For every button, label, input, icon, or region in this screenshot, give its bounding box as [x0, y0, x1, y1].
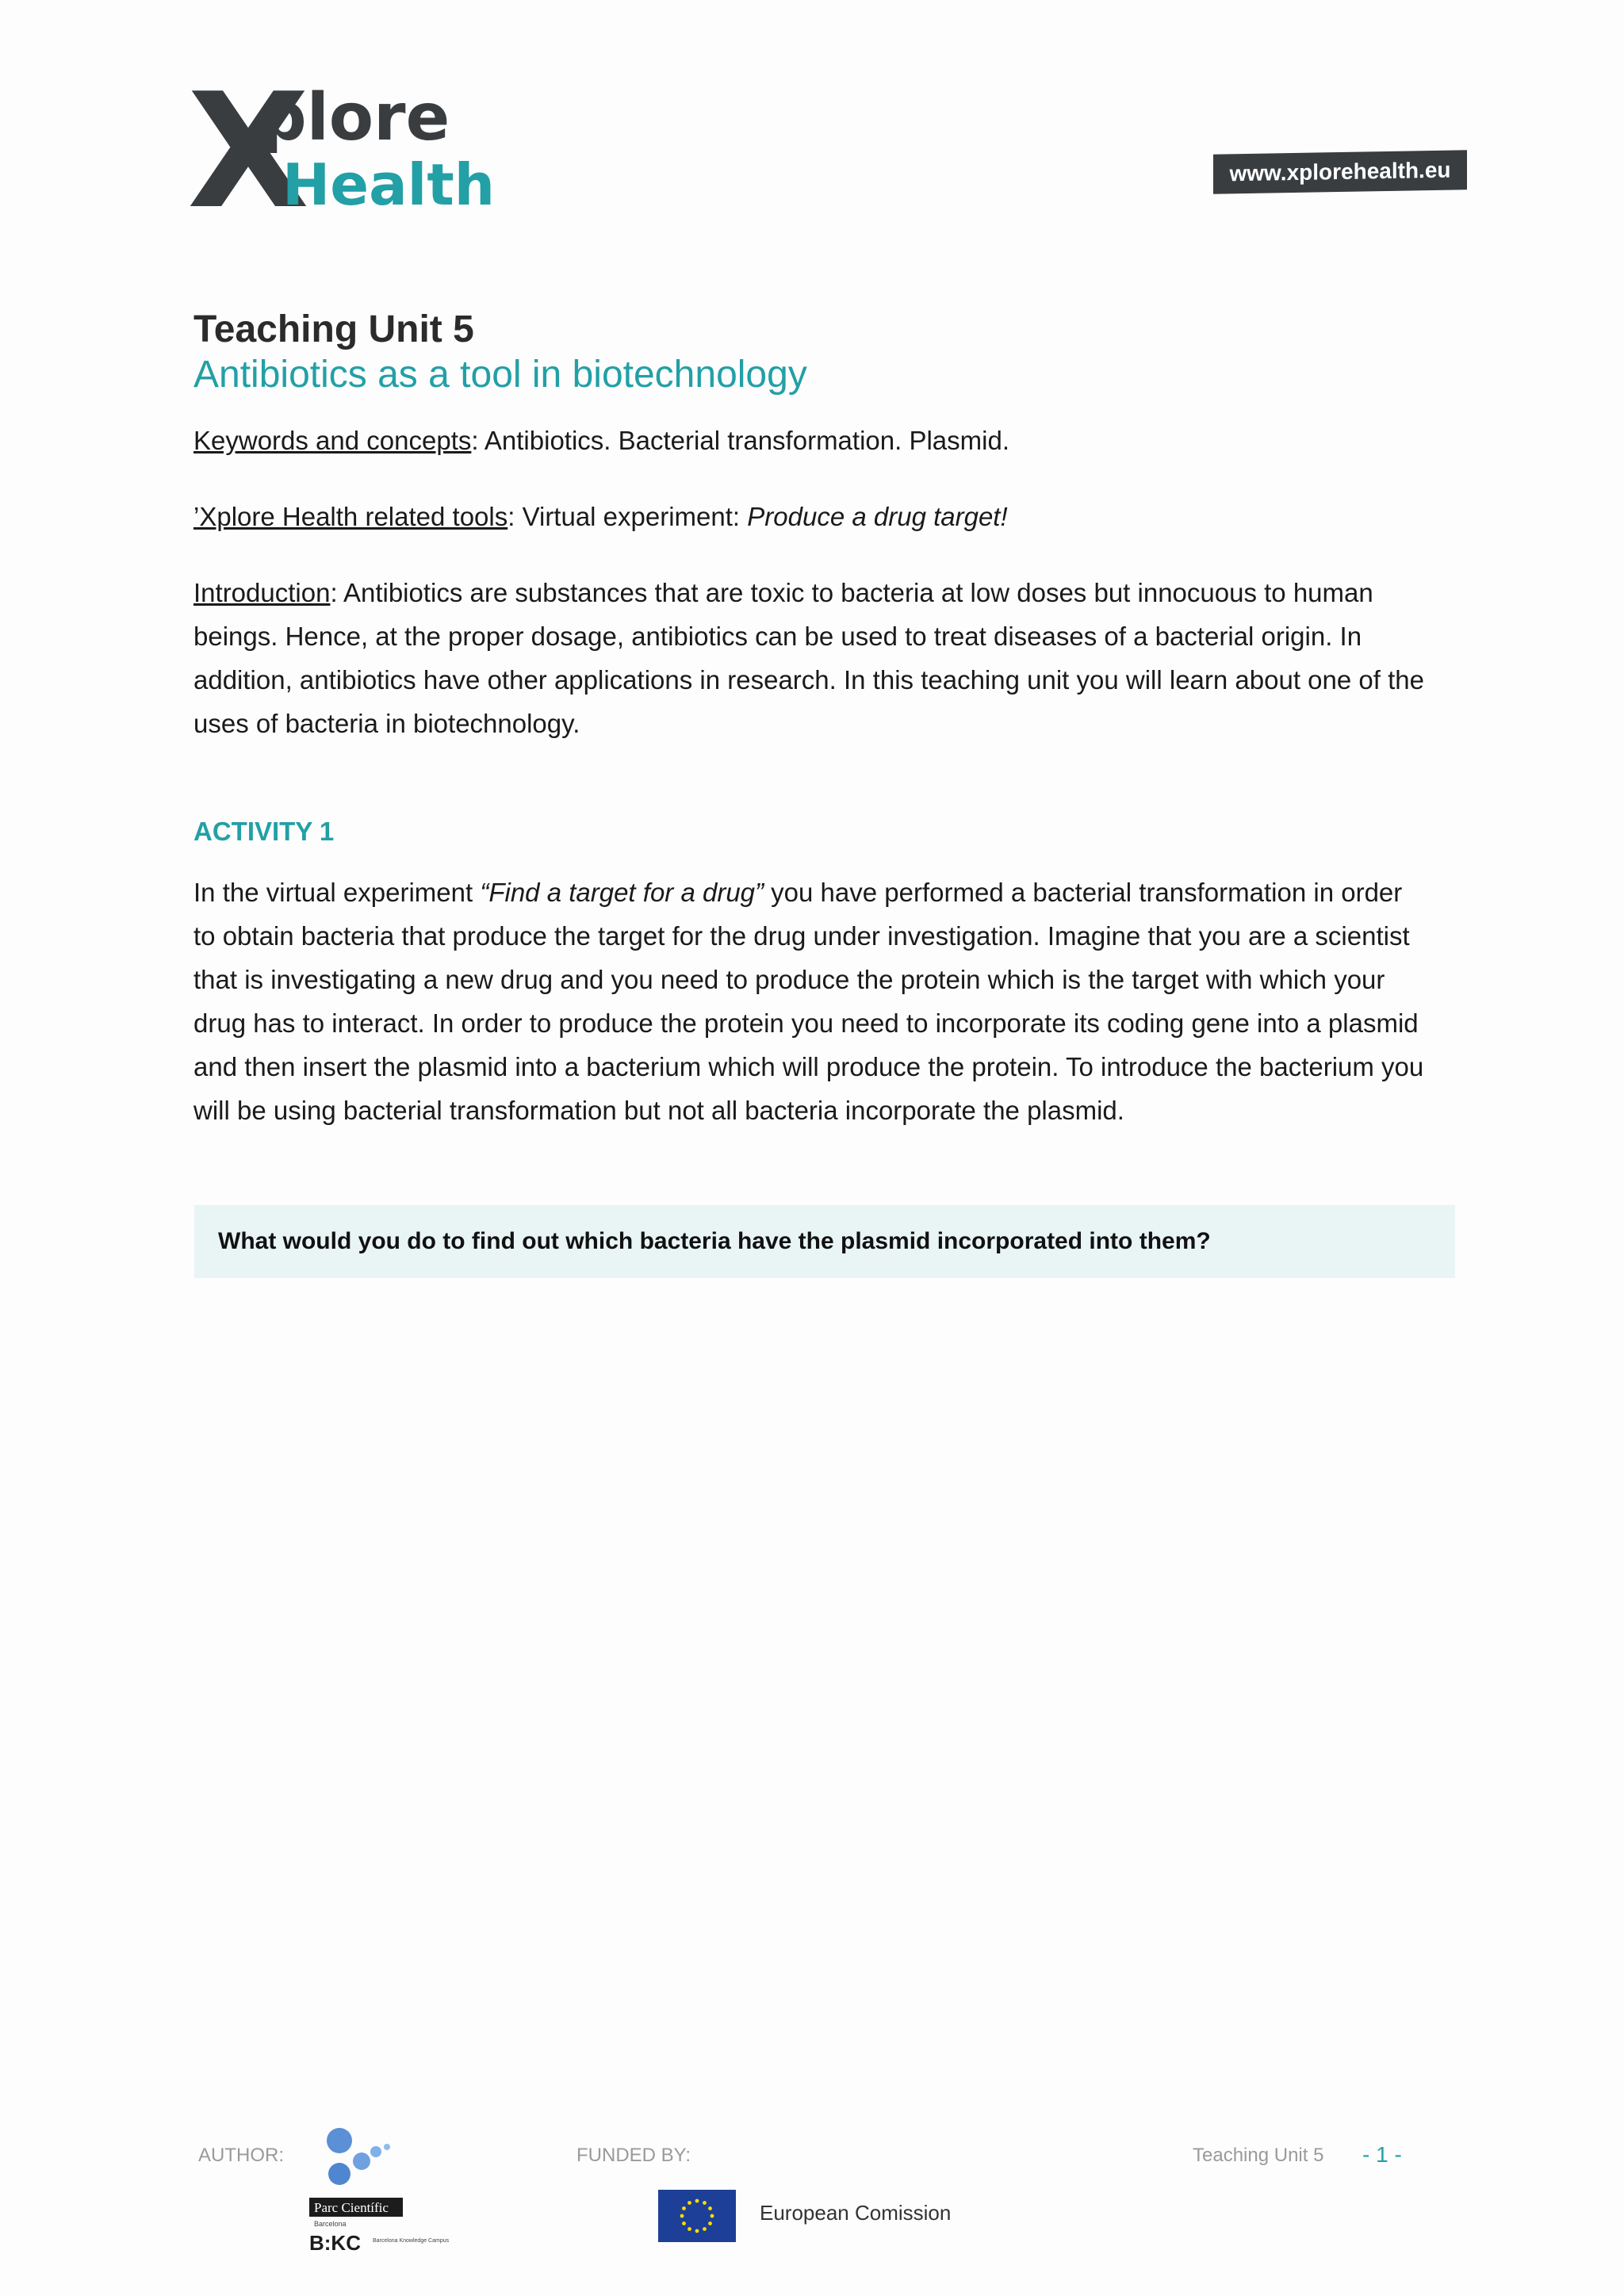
- logo-bubble-1: [353, 2152, 370, 2170]
- introduction-text: : Antibiotics are substances that are toxic to bacteria at low doses but innocuous to human beings. Hence, at the proper dosage, antibiotics can be used to treat diseases of a bacterial origin. In addition, antibiotics have other applications in research. In this teaching unit you will learn about one of the uses of bacteria in biotechnology.: [193, 578, 1424, 738]
- logo-pcb-city: Barcelona: [314, 2220, 347, 2228]
- related-tools-text: : Virtual experiment:: [508, 502, 748, 531]
- question-box: [194, 1205, 1455, 1278]
- logo-x-letter: X: [187, 59, 310, 244]
- logo-bkc: B:KC: [309, 2231, 361, 2255]
- related-tools-line: [193, 495, 1431, 538]
- activity-experiment-name: “Find a target for a drug”: [480, 878, 764, 907]
- xplore-health-logo: [187, 59, 504, 244]
- keywords-line: [193, 419, 1431, 462]
- footer-unit-label: Teaching Unit 5: [1193, 2145, 1324, 2166]
- logo-bubble-b: [328, 2163, 350, 2185]
- page-number: - 1 -: [1362, 2142, 1402, 2167]
- activity-text-after: you have performed a bacterial transformation in order to obtain bacteria that produce the target for the drug under investigation. Imagine that you are a scientist that is investigating a new drug and you need to produce the protein which is the target with which your drug has to interact. In order to produce the protein you need to incorporate its coding gene into a plasmid and then insert the plasmid into a bacterium which will produce the protein. To introduce the bacterium you will be using bacterial transformation but not all bacteria incorporate the plasmid.: [193, 878, 1424, 1125]
- activity-paragraph: [193, 871, 1431, 1132]
- eu-flag-icon: [658, 2190, 736, 2242]
- logo-pcb-label: Parc Científic: [314, 2200, 389, 2215]
- related-tools-experiment: Produce a drug target!: [747, 502, 1008, 531]
- logo-bubble-2: [370, 2146, 381, 2157]
- logo-bubble-3: [384, 2144, 390, 2150]
- funded-by-label: FUNDED BY:: [576, 2145, 691, 2166]
- author-label: AUTHOR:: [198, 2145, 284, 2166]
- keywords-label: Keywords and concepts: [193, 426, 472, 455]
- keywords-text: : Antibiotics. Bacterial transformation. Plasmid.: [471, 426, 1009, 455]
- funder-name: European Comission: [760, 2201, 952, 2225]
- logo-health-text: Health: [282, 151, 496, 218]
- question-text: What would you do to find out which bacteria have the plasmid incorporated into them?: [218, 1228, 1211, 1254]
- unit-subtitle: Antibiotics as a tool in biotechnology: [193, 354, 807, 396]
- logo-bkc-sub: Barcelona Knowledge Campus: [373, 2238, 450, 2244]
- website-badge[interactable]: www.xplorehealth.eu: [1213, 150, 1467, 194]
- logo-bubble-u: [327, 2128, 352, 2153]
- parc-cientific-logo: [306, 2125, 450, 2260]
- activity-heading: ACTIVITY 1: [193, 817, 335, 846]
- related-tools-label: ’Xplore Health related tools: [193, 502, 508, 531]
- introduction-paragraph: [193, 571, 1431, 745]
- introduction-label: Introduction: [193, 578, 331, 607]
- logo-plore-text: plore: [260, 80, 450, 155]
- activity-text-before: In the virtual experiment: [193, 878, 481, 907]
- unit-title: Teaching Unit 5: [193, 308, 474, 350]
